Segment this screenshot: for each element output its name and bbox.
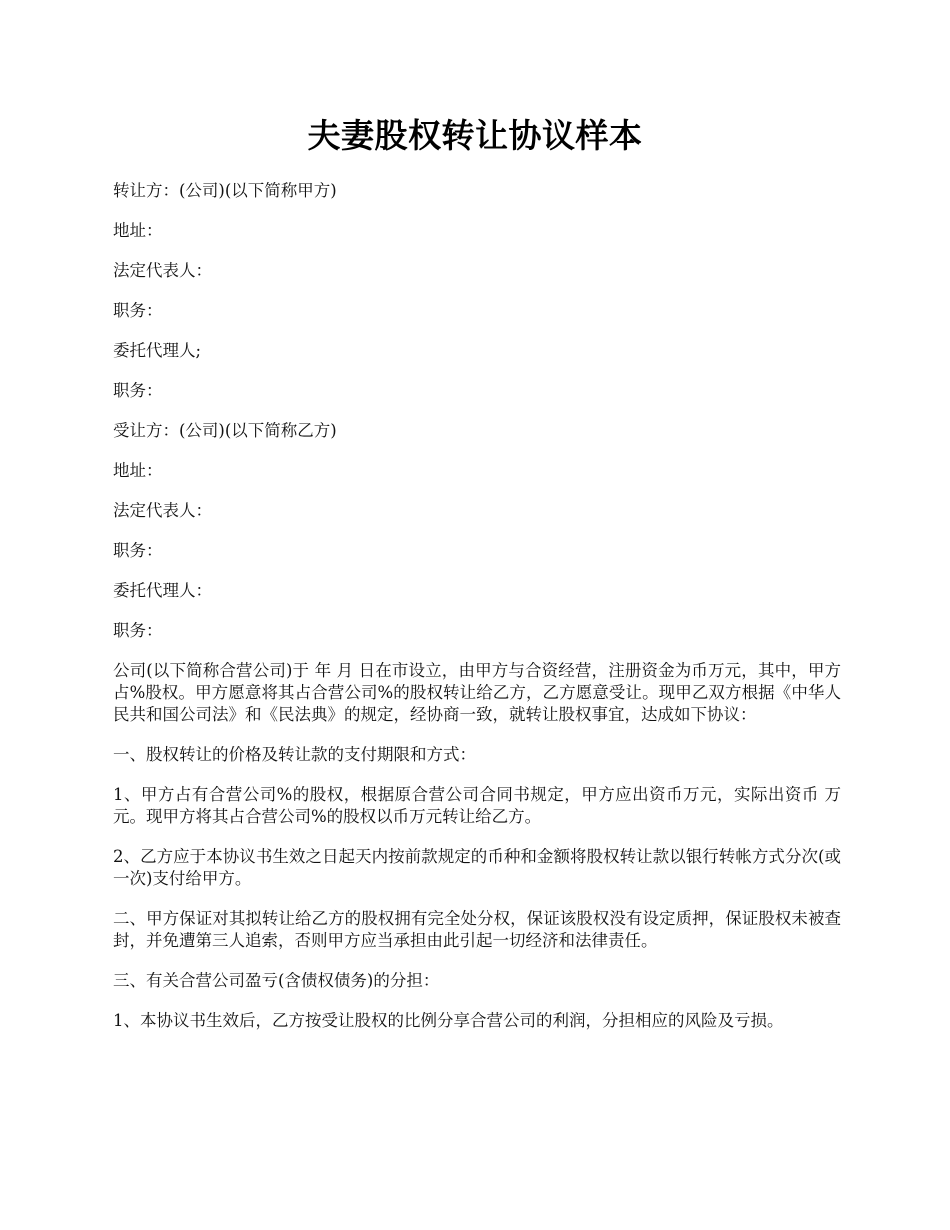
transferee-address-line: 地址：: [113, 461, 163, 480]
transferee-position-line: 职务：: [113, 541, 163, 560]
document-title: 夫妻股权转让协议样本: [307, 116, 643, 155]
clause-1-1: 1、甲方占有合营公司%的股权，根据原合营公司合同书规定，甲方应出资币万元，实际出资币 万元。现甲方将其占合营公司%的股权以币万元转让给乙方。: [113, 785, 841, 826]
preamble-paragraph: 公司(以下简称合营公司)于 年 月 日在市设立，由甲方与合资经营，注册资金为币万元，其中，甲方占%股权。甲方愿意将其占合营公司%的股权转让给乙方，乙方愿意受让。现甲乙双方根据《中华人民共和国公司法》和《民法典》的规定，经协商一致，就转让股权事宜，达成如下协议：: [113, 661, 841, 724]
transferee-agent-line: 委托代理人：: [113, 581, 212, 600]
transferor-legal-rep-line: 法定代表人：: [113, 261, 212, 280]
transferee-line: 受让方：(公司)(以下简称乙方): [113, 421, 337, 440]
document-body: [113, 180, 841, 1050]
transferor-line: 转让方：(公司)(以下简称甲方): [113, 181, 337, 200]
transferor-address-line: 地址：: [113, 221, 163, 240]
section-1-heading: 一、股权转让的价格及转让款的支付期限和方式：: [113, 745, 476, 764]
clause-3-1: 1、本协议书生效后，乙方按受让股权的比例分享合营公司的利润，分担相应的风险及亏损。: [113, 1011, 784, 1030]
section-2-paragraph: 二、甲方保证对其拟转让给乙方的股权拥有完全处分权，保证该股权没有设定质押，保证股权未被查封，并免遭第三人追索，否则甲方应当承担由此引起一切经济和法律责任。: [113, 909, 841, 950]
transferee-agent-position-line: 职务：: [113, 621, 163, 640]
transferor-agent-position-line: 职务：: [113, 381, 163, 400]
transferor-position-line: 职务：: [113, 301, 163, 320]
transferor-agent-line: 委托代理人;: [113, 341, 202, 360]
clause-1-2: 2、乙方应于本协议书生效之日起天内按前款规定的币种和金额将股权转让款以银行转帐方式分次(或一次)支付给甲方。: [113, 847, 841, 888]
section-3-heading: 三、有关合营公司盈亏(含债权债务)的分担：: [113, 971, 440, 990]
transferee-legal-rep-line: 法定代表人：: [113, 501, 212, 520]
